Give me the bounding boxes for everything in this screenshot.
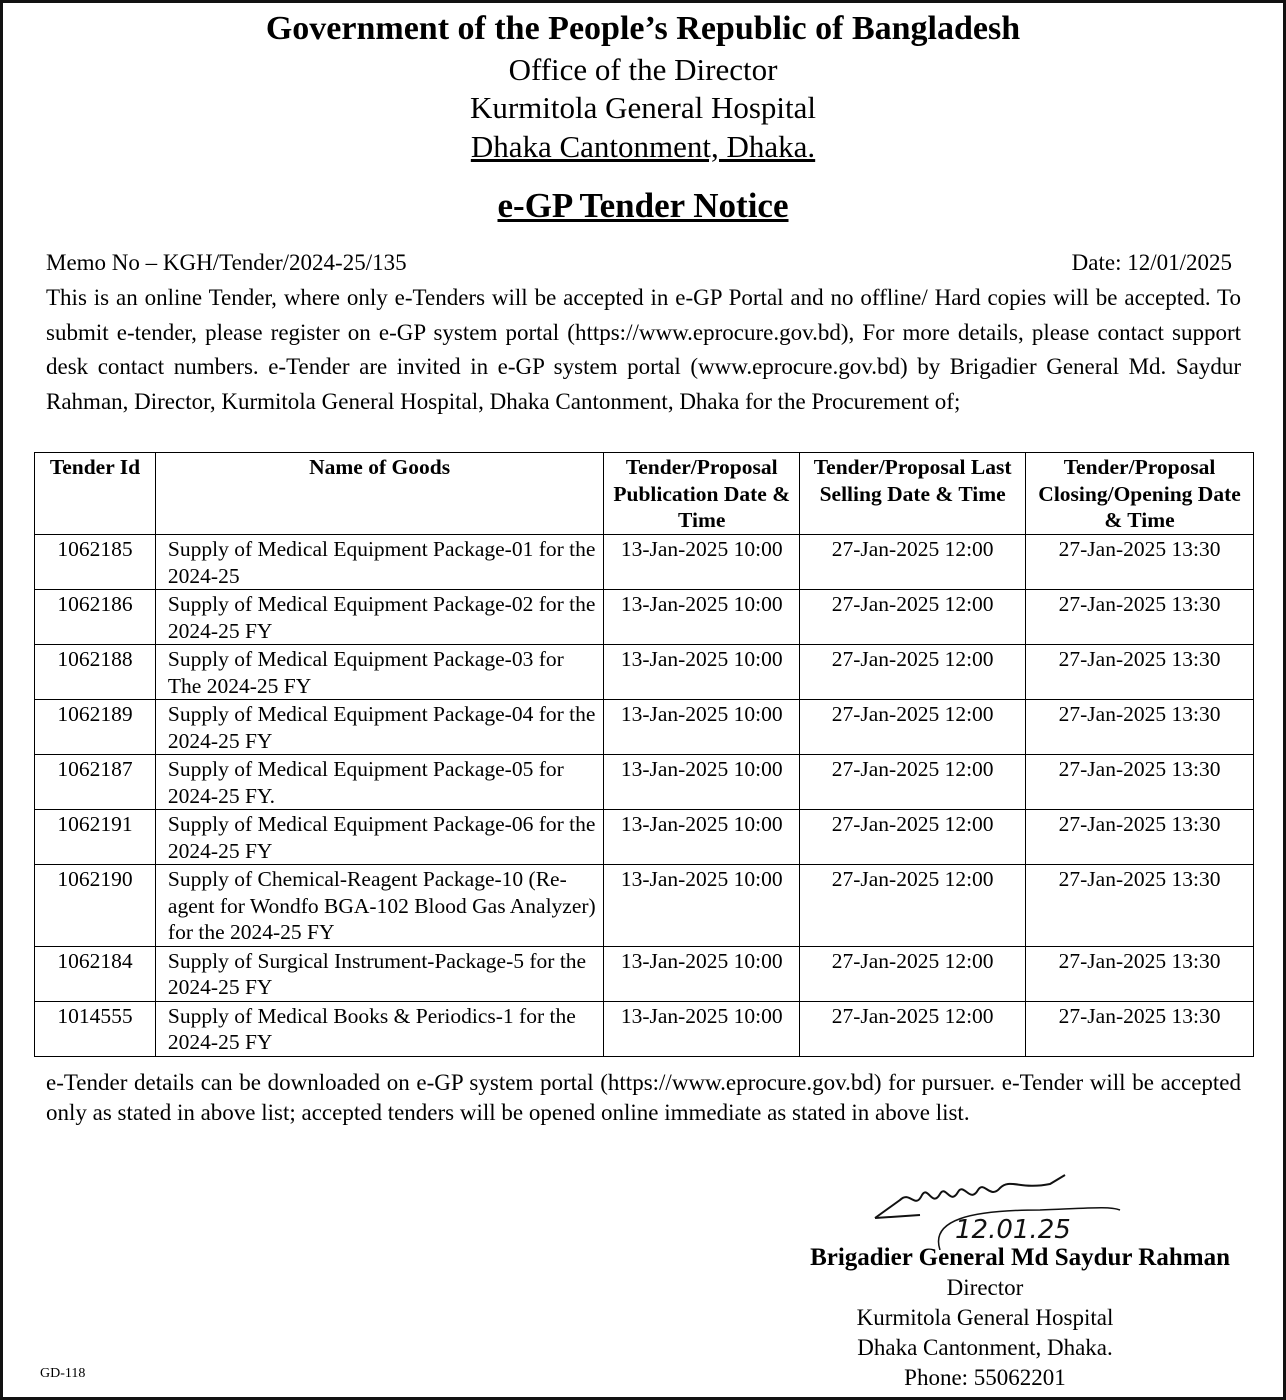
table-row: [35, 946, 1254, 1001]
signatory-hospital: Kurmitola General Hospital: [856, 1305, 1114, 1330]
publication-date: 13-Jan-2025 10:00: [604, 865, 800, 947]
closing-date: 27-Jan-2025 13:30: [1026, 865, 1254, 947]
header-publication: Tender/Proposal Publication Date & Time: [604, 453, 800, 535]
tender-id: 1062184: [35, 946, 156, 1001]
publication-date: 13-Jan-2025 10:00: [604, 1001, 800, 1056]
closing-date: 27-Jan-2025 13:30: [1026, 590, 1254, 645]
selling-date: 27-Jan-2025 12:00: [800, 946, 1026, 1001]
header-selling: Tender/Proposal Last Selling Date & Time: [800, 453, 1026, 535]
closing-date: 27-Jan-2025 13:30: [1026, 810, 1254, 865]
table-row: [35, 590, 1254, 645]
closing-date: 27-Jan-2025 13:30: [1026, 700, 1254, 755]
selling-date: 27-Jan-2025 12:00: [800, 865, 1026, 947]
closing-date: 27-Jan-2025 13:30: [1026, 1001, 1254, 1056]
signatory-location: Dhaka Cantonment, Dhaka.: [857, 1335, 1113, 1360]
selling-date: 27-Jan-2025 12:00: [800, 535, 1026, 590]
table-row: [35, 755, 1254, 810]
table-row: [35, 645, 1254, 700]
signature-block: [740, 1243, 1230, 1393]
closing-date: 27-Jan-2025 13:30: [1026, 755, 1254, 810]
selling-date: 27-Jan-2025 12:00: [800, 590, 1026, 645]
signatory-phone: Phone: 55062201: [904, 1365, 1066, 1390]
tender-id: 1062191: [35, 810, 156, 865]
publication-date: 13-Jan-2025 10:00: [604, 700, 800, 755]
publication-date: 13-Jan-2025 10:00: [604, 590, 800, 645]
publication-date: 13-Jan-2025 10:00: [604, 645, 800, 700]
selling-date: 27-Jan-2025 12:00: [800, 645, 1026, 700]
memo-date: Date: 12/01/2025: [1071, 250, 1232, 275]
government-heading: Government of the People’s Republic of Bangladesh: [265, 10, 1021, 47]
goods-name: Supply of Medical Books & Periodics-1 for the 2024-25 FY: [155, 1001, 603, 1056]
publication-date: 13-Jan-2025 10:00: [604, 810, 800, 865]
tender-id: 1062190: [35, 865, 156, 947]
header-goods: Name of Goods: [155, 453, 603, 535]
publication-date: 13-Jan-2025 10:00: [604, 946, 800, 1001]
intro-paragraph: This is an online Tender, where only e-Tenders will be accepted in e-GP Portal and no offline/ Hard copies will be accepted. To submit e-tender, please register on e-GP system portal (https://www.eprocure.gov.bd), For more details, please contact support desk contact numbers. e-Tender are invited in e-GP system portal (www.eprocure.gov.bd) by Brigadier General Md. Saydur Rahman, Director, Kurmitola General Hospital, Dhaka Cantonment, Dhaka for the Procurement of;: [46, 285, 1241, 414]
tender-id: 1014555: [35, 1001, 156, 1056]
closing-date: 27-Jan-2025 13:30: [1026, 946, 1254, 1001]
closing-date: 27-Jan-2025 13:30: [1026, 535, 1254, 590]
signatory-name: Brigadier General Md Saydur Rahman: [810, 1244, 1230, 1271]
tender-id: 1062186: [35, 590, 156, 645]
tender-table: [34, 452, 1254, 1057]
selling-date: 27-Jan-2025 12:00: [800, 755, 1026, 810]
header-closing: Tender/Proposal Closing/Opening Date & Time: [1026, 453, 1254, 535]
goods-name: Supply of Surgical Instrument-Package-5 for the 2024-25 FY: [155, 946, 603, 1001]
header-tender-id: Tender Id: [35, 453, 156, 535]
goods-name: Supply of Medical Equipment Package-05 for 2024-25 FY.: [155, 755, 603, 810]
hospital-heading: Kurmitola General Hospital: [469, 90, 817, 125]
goods-name: Supply of Medical Equipment Package-01 for the 2024-25: [155, 535, 603, 590]
location-heading: Dhaka Cantonment, Dhaka.: [470, 129, 816, 164]
memo-number: Memo No – KGH/Tender/2024-25/135: [46, 250, 407, 275]
handwritten-signature: [860, 1170, 1160, 1250]
publication-date: 13-Jan-2025 10:00: [604, 535, 800, 590]
table-row: [35, 865, 1254, 947]
table-row: [35, 1001, 1254, 1056]
goods-name: Supply of Medical Equipment Package-04 for the 2024-25 FY: [155, 700, 603, 755]
memo-line: [46, 250, 1232, 276]
tender-id: 1062185: [35, 535, 156, 590]
goods-name: Supply of Medical Equipment Package-06 for the 2024-25 FY: [155, 810, 603, 865]
tender-id: 1062188: [35, 645, 156, 700]
form-code: GD-118: [40, 1366, 86, 1381]
signature-date: 12.01.25: [955, 1215, 1071, 1245]
tender-id: 1062187: [35, 755, 156, 810]
selling-date: 27-Jan-2025 12:00: [800, 810, 1026, 865]
goods-name: Supply of Chemical-Reagent Package-10 (Re-agent for Wondfo BGA-102 Blood Gas Analyzer) for the 2024-25 FY: [155, 865, 603, 947]
table-row: [35, 535, 1254, 590]
table-header-row: [35, 453, 1254, 535]
table-row: [35, 700, 1254, 755]
goods-name: Supply of Medical Equipment Package-02 for the 2024-25 FY: [155, 590, 603, 645]
tender-id: 1062189: [35, 700, 156, 755]
closing-date: 27-Jan-2025 13:30: [1026, 645, 1254, 700]
table-row: [35, 810, 1254, 865]
selling-date: 27-Jan-2025 12:00: [800, 700, 1026, 755]
signatory-designation: Director: [946, 1275, 1024, 1300]
selling-date: 27-Jan-2025 12:00: [800, 1001, 1026, 1056]
goods-name: Supply of Medical Equipment Package-03 for The 2024-25 FY: [155, 645, 603, 700]
office-heading: Office of the Director: [508, 52, 778, 87]
publication-date: 13-Jan-2025 10:00: [604, 755, 800, 810]
notice-title: e-GP Tender Notice: [497, 186, 789, 225]
footer-paragraph: e-Tender details can be downloaded on e-GP system portal (https://www.eprocure.gov.bd) for pursuer. e-Tender will be accepted only as stated in above list; accepted tenders will be opened online immediate as stated in above list.: [46, 1070, 1241, 1125]
